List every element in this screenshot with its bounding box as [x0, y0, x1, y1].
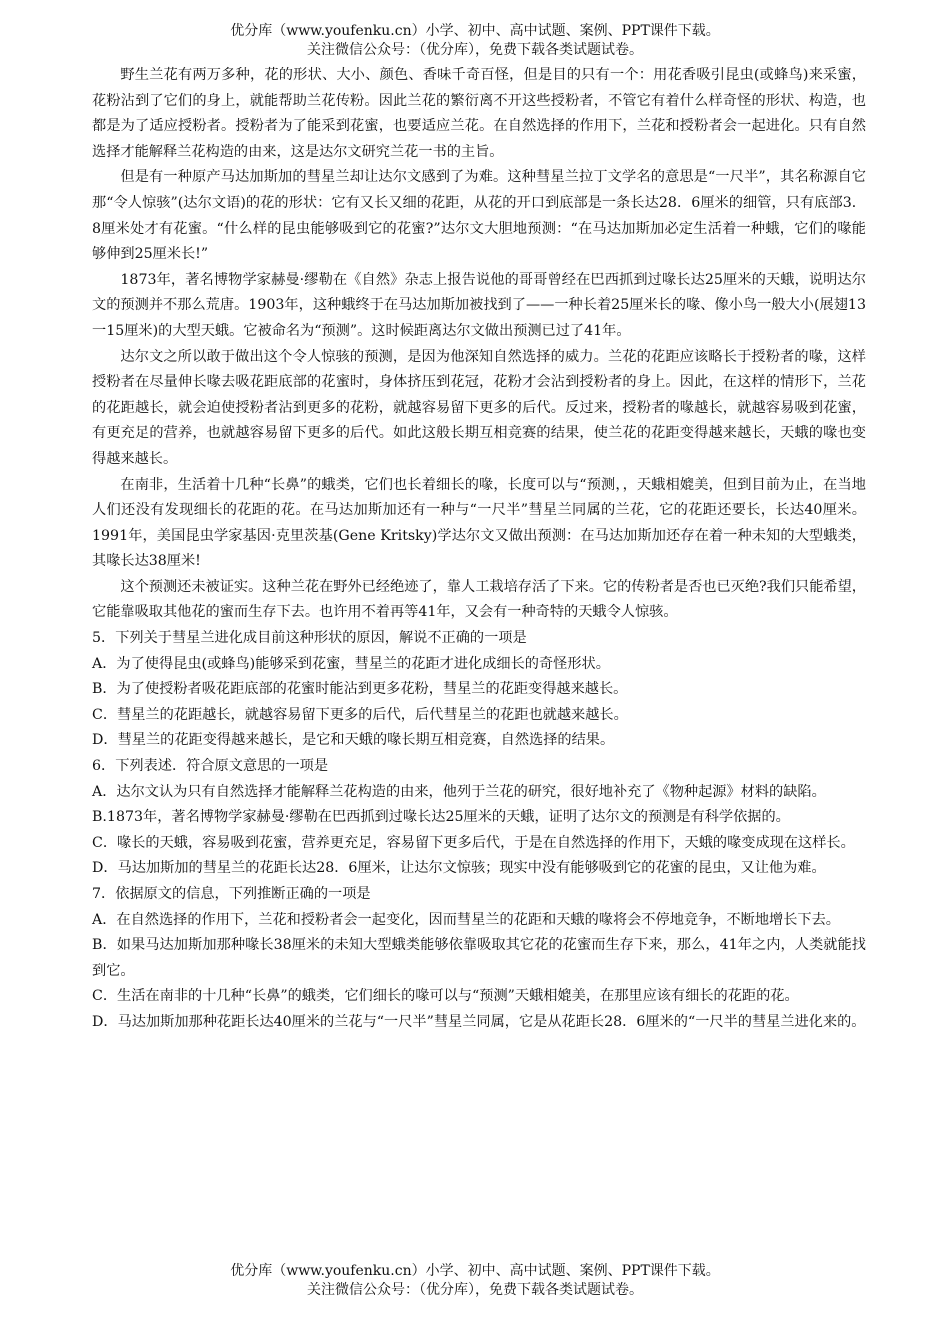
option-c: C．喙长的天蛾，容易吸到花蜜，营养更充足，容易留下更多后代，于是在自然选择的作用下，天蛾的喙变成现在这样长。 — [92, 834, 855, 851]
passage-paragraph-2: 但是有一种原产马达加斯加的彗星兰却让达尔文感到了为难。这种彗星兰拉丁文学名的意思是“一尺半”，其名称源自它那“令人惊骇”(达尔文语)的花的形状：它有又长又细的花距，从花的开口到底部是一条长达28．6厘米的细管，只有底部3．8厘米处才有花蜜。“什么样的昆虫能够吸到它的花蜜?”达尔文大胆地预测：“在马达加斯加必定生活着一种蛾，它们的喙能够伸到25厘米长!” — [92, 169, 866, 263]
option-b: B.1873年，著名博物学家赫曼·缪勒在巴西抓到过喙长达25厘米的天蛾，证明了达尔文的预测是有科学依据的。 — [92, 809, 790, 826]
option-d: D．彗星兰的花距变得越来越长，是它和天蛾的喙长期互相竞赛，自然选择的结果。 — [92, 732, 615, 749]
option-c: C．生活在南非的十几种“长鼻”的蛾类，它们细长的喙可以与“预测”天蛾相媲美，在那里应该有细长的花距的花。 — [92, 988, 799, 1005]
document-body — [92, 63, 866, 1036]
question-5 — [92, 626, 866, 754]
footer-line-1: 优分库（www.youfenku.cn）小学、初中、高中试题、案例、PPT课件下载。 — [230, 1263, 720, 1279]
question-stem: 6．下列表述．符合原文意思的一项是 — [92, 758, 329, 775]
passage-paragraph-6: 这个预测还未被证实。这种兰花在野外已经绝迹了，靠人工栽培存活了下来。它的传粉者是否也已灭绝?我们只能希望，它能靠吸取其他花的蜜而生存下去。也许用不着再等41年，又会有一种奇特的天蛾令人惊骇。 — [92, 578, 866, 621]
option-a: A．达尔文认为只有自然选择才能解释兰花构造的由来，他列于兰花的研究，很好地补充了《物种起源》材料的缺陷。 — [92, 783, 826, 800]
passage-paragraph-4: 达尔文之所以敢于做出这个令人惊骇的预测，是因为他深知自然选择的威力。兰花的花距应该略长于授粉者的喙，这样授粉者在尽量伸长喙去吸花距底部的花蜜时，身体挤压到花冠，花粉才会沾到授粉者的身上。因此，在这样的情形下，兰花的花距越长，就会迫使授粉者沾到更多的花粉，就越容易留下更多的后代。反过来，授粉者的喙越长，就越容易吸到花蜜，有更充足的营养，也就越容易留下更多的后代。如此这般长期互相竞赛的结果，使兰花的花距变得越来越长，天蛾的喙也变得越来越长。 — [92, 348, 866, 467]
option-d: D．马达加斯加的彗星兰的花距长达28．6厘米，让达尔文惊骇；现实中没有能够吸到它的花蜜的昆虫，又让他为难。 — [92, 860, 826, 877]
option-c: C．彗星兰的花距越长，就越容易留下更多的后代，后代彗星兰的花距也就越来越长。 — [92, 706, 628, 723]
question-6 — [92, 754, 866, 882]
header-banner — [0, 22, 950, 60]
footer-banner — [0, 1262, 950, 1300]
passage-paragraph-3: 1873年，著名博物学家赫曼·缪勒在《自然》杂志上报告说他的哥哥曾经在巴西抓到过喙长达25厘米的天蛾，说明达尔文的预测并不那么荒唐。1903年，这种蛾终于在马达加斯加被找到了——一种长着25厘米长的喙、像小鸟一般大小(展翅13一15厘米)的大型天蛾。它被命名为“预测”。这时候距离达尔文做出预测已过了41年。 — [92, 271, 866, 339]
passage-paragraph-5: 在南非，生活着十几种“长鼻”的蛾类，它们也长着细长的喙，长度可以与“预测，，天蛾相媲美，但到目前为止，在当地人们还没有发现细长的花距的花。在马达加斯加还有一种与“一尺半”彗星兰同属的兰花，它的花距还要长，长达40厘米。1991年，美国昆虫学家基因·克里茨基(Gene Kritsky)学达尔文又做出预测：在马达加斯加还存在着一种未知的大型蛾类，其喙长达38厘米! — [92, 476, 866, 570]
footer-line-2: 关注微信公众号：（优分库），免费下载各类试题试卷。 — [307, 1282, 643, 1298]
passage-paragraph-1: 野生兰花有两万多种，花的形状、大小、颜色、香味千奇百怪，但是目的只有一个：用花香吸引昆虫(或蜂鸟)来采蜜，花粉沾到了它们的身上，就能帮助兰花传粉。因此兰花的繁衍离不开这些授粉者，不管它有着什么样奇怪的形状、构造，也都是为了适应授粉者。授粉者为了能采到花蜜，也要适应兰花。在自然选择的作用下，兰花和授粉者会一起进化。只有自然选择才能解释兰花构造的由来，这是达尔文研究兰花一书的主旨。 — [92, 67, 866, 160]
option-b: B．如果马达加斯加那种喙长38厘米的未知大型蛾类能够依靠吸取其它花的花蜜而生存下来，那么，41年之内，人类就能找到它。 — [92, 937, 866, 979]
option-d: D．马达加斯加那种花距长达40厘米的兰花与“一尺半”彗星兰同属，它是从花距长28．6厘米的“一尺半的彗星兰进化来的。 — [92, 1013, 866, 1030]
option-a: A．在自然选择的作用下，兰花和授粉者会一起变化，因而彗星兰的花距和天蛾的喙将会不停地竞争，不断地增长下去。 — [92, 911, 840, 928]
question-stem: 7．依据原文的信息，下列推断正确的一项是 — [92, 886, 371, 902]
header-line-1: 优分库（www.youfenku.cn）小学、初中、高中试题、案例、PPT课件下载。 — [230, 23, 720, 39]
option-b: B．为了使授粉者吸花距底部的花蜜时能沾到更多花粉，彗星兰的花距变得越来越长。 — [92, 681, 628, 698]
question-stem: 5．下列关于彗星兰进化成目前这种形状的原因，解说不正确的一项是 — [92, 630, 527, 647]
question-7 — [92, 882, 866, 1036]
option-a: A．为了使得昆虫(或蜂鸟)能够采到花蜜，彗星兰的花距才进化成细长的奇怪形状。 — [92, 655, 610, 672]
header-line-2: 关注微信公众号：（优分库），免费下载各类试题试卷。 — [307, 42, 643, 58]
